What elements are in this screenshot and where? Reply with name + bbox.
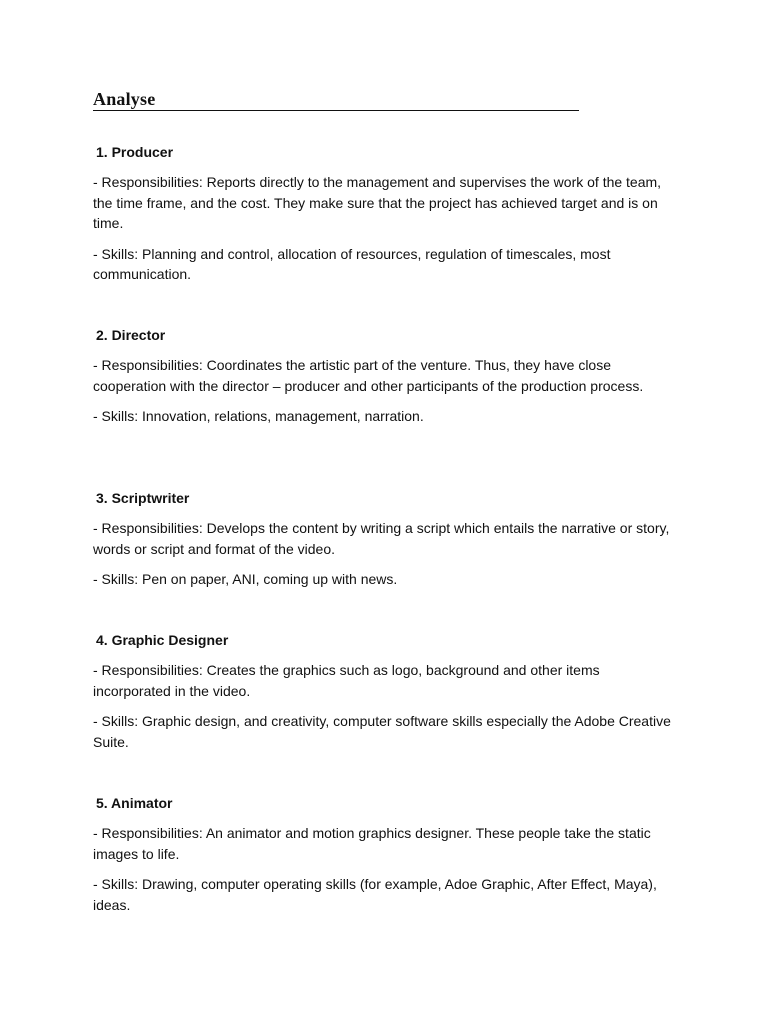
section-title: 3. Scriptwriter <box>96 490 190 506</box>
skills-text: - Skills: Planning and control, allocation of resources, regulation of timescales, most communication. <box>93 245 611 282</box>
responsibilities-text: - Responsibilities: Creates the graphics such as logo, background and other items incorporated in the video. <box>93 662 600 699</box>
page-heading: Analyse <box>93 88 579 111</box>
section-producer <box>93 142 678 285</box>
skills-text: - Skills: Drawing, computer operating skills (for example, Adoe Graphic, After Effect, Maya), ideas. <box>93 876 657 913</box>
skills-text: - Skills: Pen on paper, ANI, coming up with news. <box>93 571 398 587</box>
section-title: 4. Graphic Designer <box>96 632 229 648</box>
skills-text: - Skills: Innovation, relations, management, narration. <box>93 408 424 424</box>
section-scriptwriter <box>93 488 678 590</box>
section-title: 1. Producer <box>96 144 174 160</box>
responsibilities-text: - Responsibilities: Coordinates the artistic part of the venture. Thus, they have close cooperation with the director – producer and other participants of the production process. <box>93 357 644 394</box>
section-title: 5. Animator <box>96 795 173 811</box>
section-title: 2. Director <box>96 327 166 343</box>
responsibilities-text: - Responsibilities: An animator and motion graphics designer. These people take the static images to life. <box>93 825 651 862</box>
skills-text: - Skills: Graphic design, and creativity, computer software skills especially the Adobe Creative Suite. <box>93 713 671 750</box>
responsibilities-text: - Responsibilities: Develops the content by writing a script which entails the narrative or story, words or script and format of the video. <box>93 520 670 557</box>
responsibilities-text: - Responsibilities: Reports directly to the management and supervises the work of the team, the time frame, and the cost. They make sure that the project has achieved target and is on time. <box>93 174 662 231</box>
section-graphic-designer <box>93 630 678 752</box>
section-animator <box>93 793 678 915</box>
section-director <box>93 325 678 427</box>
